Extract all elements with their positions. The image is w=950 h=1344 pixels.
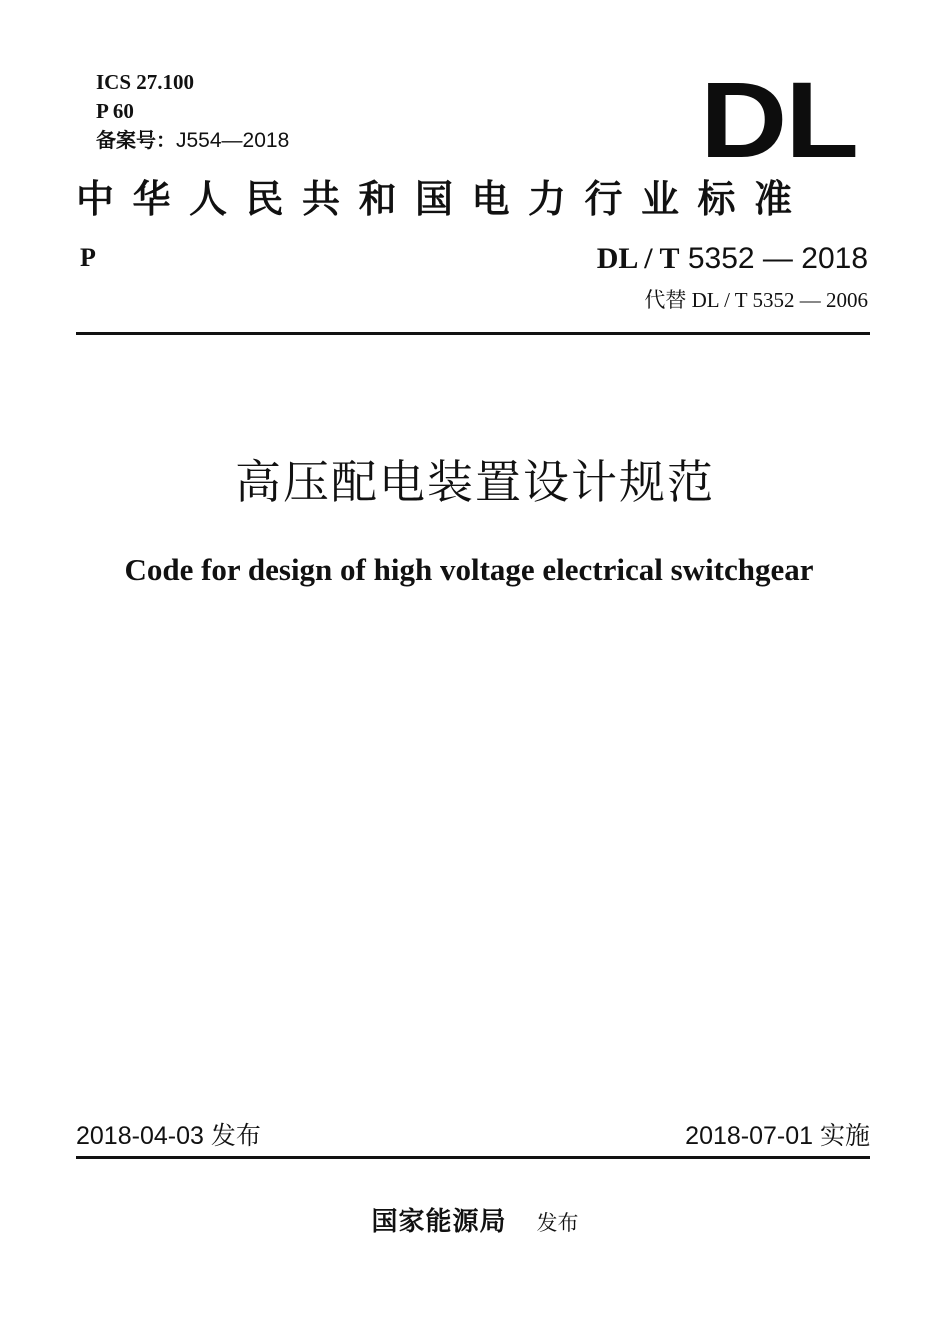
ics-info-block xyxy=(96,68,289,155)
top-divider xyxy=(76,332,870,335)
implementation-date: 2018-07-01 实施 xyxy=(685,1122,870,1150)
record-number-value: J554—2018 xyxy=(176,129,290,152)
standard-number-value: 5352 — 2018 xyxy=(679,242,868,275)
ics-code xyxy=(96,68,289,97)
category-code xyxy=(96,97,289,126)
record-number xyxy=(96,126,289,155)
standard-number xyxy=(597,241,868,277)
standard-number-prefix: DL / T xyxy=(596,242,680,275)
ics-code-text: ICS 27.100 xyxy=(96,70,195,94)
category-code-text: P 60 xyxy=(96,99,134,123)
chinese-title: 高压配电装置设计规范 xyxy=(235,455,715,509)
classification-code: P xyxy=(80,243,96,272)
publisher-org: 国家能源局 xyxy=(371,1207,507,1237)
english-title: Code for design of high voltage electrical switchgear xyxy=(124,552,814,587)
bottom-divider xyxy=(76,1156,870,1159)
record-number-label: 备案号： xyxy=(96,128,176,152)
publisher xyxy=(0,1204,950,1243)
issue-date: 2018-04-03 发布 xyxy=(76,1122,261,1150)
publisher-action: 发布 xyxy=(536,1211,579,1235)
industry-standard-heading: 中华人民共和国电力行业标准 xyxy=(76,176,811,221)
dl-logo: DL xyxy=(700,59,857,180)
replaces-standard: 代替 DL / T 5352 — 2006 xyxy=(644,288,868,312)
